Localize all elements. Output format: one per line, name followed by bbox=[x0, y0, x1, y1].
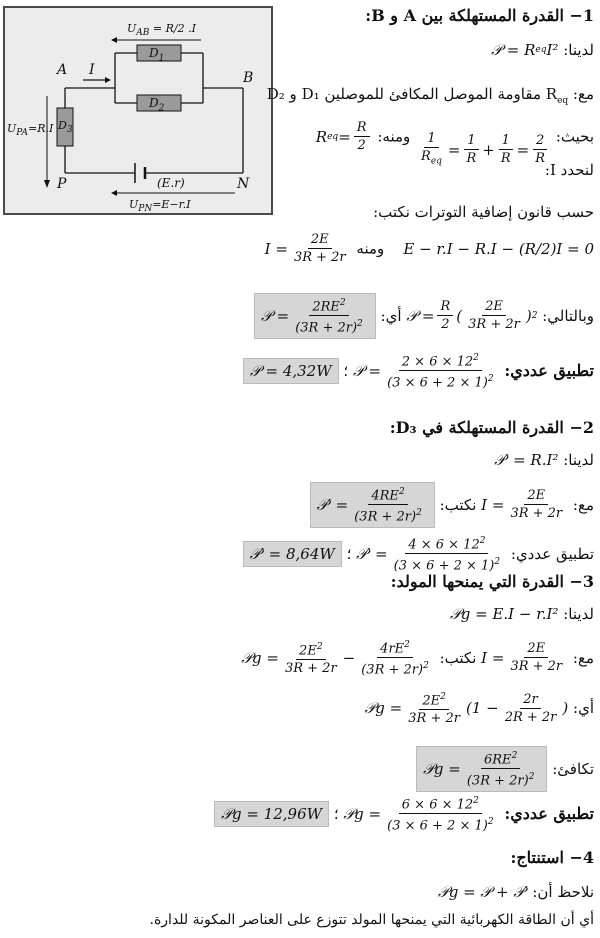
uab-label: $U_{AB} = R/2$ .I bbox=[127, 22, 196, 39]
d1-label: $D_1$ bbox=[149, 46, 165, 64]
s1-have-eq: 𝒫 = R eq I² bbox=[491, 41, 559, 59]
upa-arrowhead bbox=[44, 180, 50, 188]
s3-power-expr1: 𝒫g = $\frac{2E^2}{3R + 2r}$ − $\frac{4rE^2}{(3R + 2r)^2}$ bbox=[241, 640, 429, 678]
s4-note-eq: 𝒫g = 𝒫 + 𝒫′ bbox=[437, 883, 528, 901]
s2-with-line: مع: I = $\frac{2E}{3R + 2r}$ نكتب: 𝒫′ = $\frac{4RE^2}{(3R + 2r)^2}$ bbox=[310, 482, 594, 528]
upn-arrowhead bbox=[111, 190, 117, 196]
generator-label: (E.r) bbox=[157, 176, 185, 190]
node-a-label: A bbox=[57, 62, 68, 78]
s1-i-eq: I = $\frac{2E}{3R + 2r}$ bbox=[264, 232, 346, 265]
s1-power-line bbox=[254, 293, 594, 339]
s3-with-line: مع: I = $\frac{2E}{3R + 2r}$ نكتب: 𝒫g = $\frac{2E^2}{3R + 2r}$ − $\frac{4rE^2}{(3R + 2r)^2}$ bbox=[241, 640, 594, 678]
s4-conclusion: أي أن الطاقة الكهربائية التي يمنحها المولد تتوزع على العناصر المكونة للدارة. bbox=[149, 912, 594, 928]
s1-numeric-line: تطبيق عددي: 𝒫 = $\frac{2 \times 6 \times 12^2}{(3 \times 6 + 2 \times 1)^2}$ ؛ 𝒫 = 4,32W bbox=[243, 351, 594, 391]
s1-law-text: حسب قانون إضافية التوترات نكتب: bbox=[373, 203, 594, 221]
s3-power-expr2: 𝒫g = $\frac{2E^2}{3R + 2r}$ (1 − $\frac{2r}{2R + 2r}$ ) bbox=[364, 691, 569, 727]
s1-req-eq-1: $\frac{1}{R_{eq}}$ = $\frac{1}{R}$ + $\frac{1}{R}$ = $\frac{2}{R}$ bbox=[415, 131, 551, 170]
section1-heading: 1− القدرة المستهلكة بين A و B: bbox=[365, 6, 594, 25]
s1-numeric-label: تطبيق عددي: bbox=[504, 360, 594, 380]
circuit-diagram bbox=[3, 6, 273, 215]
section3-heading: 3− القدرة التي يمنحها المولد: bbox=[390, 572, 594, 591]
s1-kirchhoff-line bbox=[265, 232, 594, 265]
s3-numeric-expr: 𝒫g = $\frac{6 \times 6 \times 12^2}{(3 \times 6 + 2 \times 1)^2}$ bbox=[343, 796, 494, 834]
s1-thus: وبالتالي: bbox=[542, 306, 594, 325]
s1-power-expanded: 𝒫 = $\frac{R}{2}$ ( $\frac{2E}{3R + 2r}$ ) 2 bbox=[406, 299, 538, 333]
d2-label: $D_2$ bbox=[149, 96, 165, 114]
s2-i-eq: I = $\frac{2E}{3R + 2r}$ bbox=[481, 488, 563, 522]
s3-power-result: 𝒫g = $\frac{6RE^2}{(3R + 2r)^2}$ bbox=[416, 746, 547, 792]
d3-label: $D_3$ bbox=[58, 119, 73, 136]
node-n-label: N bbox=[237, 176, 250, 192]
s1-have-line bbox=[491, 40, 594, 60]
s1-numeric-result: 𝒫 = 4,32W bbox=[243, 358, 339, 384]
s2-numeric-expr: 𝒫′ = $\frac{4 \times 6 \times 12^2}{(3 \times 6 + 2 \times 1)^2}$ bbox=[356, 536, 501, 574]
s2-numeric-result: 𝒫′ = 8,64W bbox=[243, 541, 342, 567]
s4-note-line: نلاحظ أن: 𝒫g = 𝒫 + 𝒫′ bbox=[437, 883, 594, 901]
s1-such-that: بحيث: bbox=[555, 127, 594, 146]
s3-numeric-line: تطبيق عددي: 𝒫g = $\frac{6 \times 6 \times 12^2}{(3 \times 6 + 2 \times 1)^2}$ ؛ 𝒫g = 12,96W bbox=[214, 794, 594, 834]
s1-and-from2: ومنه bbox=[356, 239, 385, 258]
upn-label: $U_{PN}=E-r.I$ bbox=[129, 198, 191, 215]
s3-equiv-line: تكافئ: 𝒫g = $\frac{6RE^2}{(3R + 2r)^2}$ bbox=[416, 746, 594, 792]
s1-kirchhoff-eq: E − r.I − R.I − (R/2)I = 0 bbox=[403, 239, 594, 258]
current-arrowhead bbox=[105, 77, 111, 83]
s1-with-line: مع: $R_{eq}$ مقاومة الموصل المكافئ للموصلين D₁ و D₂ bbox=[266, 85, 594, 106]
s3-i-eq: I = $\frac{2E}{3R + 2r}$ bbox=[481, 641, 563, 675]
s2-numeric-line: تطبيق عددي: 𝒫′ = $\frac{4 \times 6 \times 12^2}{(3 \times 6 + 2 \times 1)^2}$ ؛ 𝒫′ = 8,64W bbox=[243, 534, 594, 574]
s3-means-line: أي: 𝒫g = $\frac{2E^2}{3R + 2r}$ (1 − $\frac{2r}{2R + 2r}$ ) bbox=[364, 691, 594, 727]
s2-numeric-label: تطبيق عددي: bbox=[510, 544, 594, 563]
s2-power-result: 𝒫′ = $\frac{4RE^2}{(3R + 2r)^2}$ bbox=[310, 482, 435, 528]
s1-req-eq-2: R eq = $\frac{R}{2}$ bbox=[316, 120, 373, 153]
s1-find-i: لنحدد I: bbox=[544, 161, 594, 179]
s3-numeric-label: تطبيق عددي: bbox=[504, 803, 594, 823]
s3-have-eq: 𝒫g = E.I − r.I² bbox=[449, 605, 559, 623]
node-p-label: P bbox=[57, 176, 67, 192]
section4-heading: 4− استنتاج: bbox=[510, 848, 594, 867]
section2-heading: 2− القدرة المستهلكة في D₃: bbox=[389, 418, 594, 437]
s1-power-result: 𝒫 = $\frac{2RE^2}{(3R + 2r)^2}$ bbox=[254, 293, 376, 339]
s3-have-line: لدينا: 𝒫g = E.I − r.I² bbox=[449, 605, 594, 623]
s2-have-eq: 𝒫′ = R.I² bbox=[494, 451, 559, 469]
s1-have-label: لدينا: bbox=[563, 41, 594, 59]
s1-means: أي: bbox=[380, 306, 402, 325]
s2-have-line: لدينا: 𝒫′ = R.I² bbox=[494, 451, 594, 469]
s1-numeric-expr: 𝒫 = $\frac{2 \times 6 \times 12^2}{(3 \times 6 + 2 \times 1)^2}$ bbox=[352, 353, 494, 391]
uab-arrowhead bbox=[111, 37, 117, 43]
upa-label: $U_{PA}=R.I$ bbox=[7, 122, 54, 139]
s1-and-from: ومنه: bbox=[377, 127, 411, 146]
s3-numeric-result: 𝒫g = 12,96W bbox=[214, 801, 329, 827]
current-label: I bbox=[89, 62, 95, 78]
circuit-svg bbox=[5, 8, 271, 213]
node-b-label: B bbox=[243, 70, 254, 86]
